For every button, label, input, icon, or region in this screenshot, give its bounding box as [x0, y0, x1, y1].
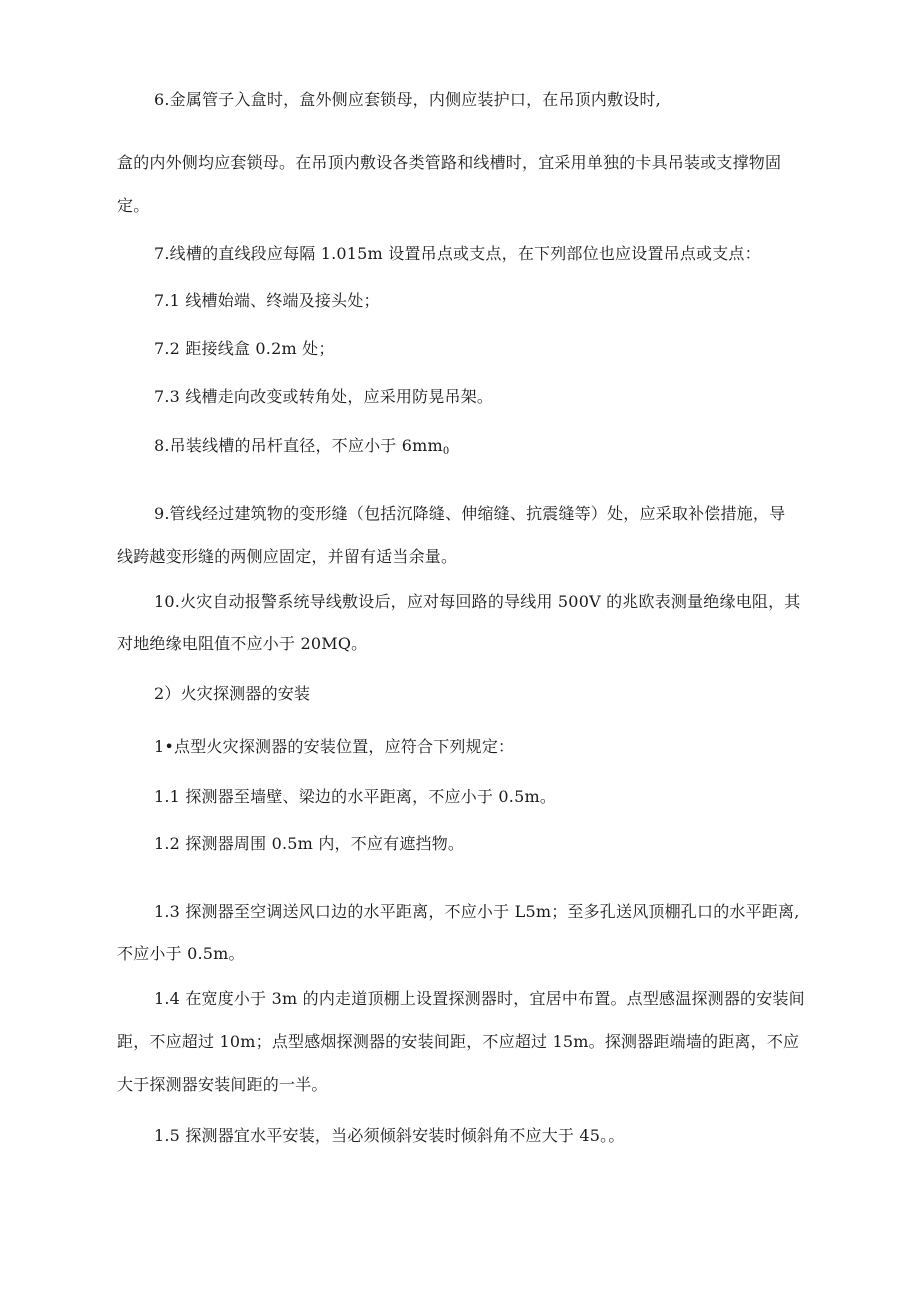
paragraph-9-line-2: 线跨越变形缝的两侧应固定，并留有适当余量。 — [117, 547, 458, 566]
item-1-4-line-2: 距，不应超过 10m；点型感烟探测器的安装间距，不应超过 15m。探测器距端墙的距离，不应 — [117, 1032, 800, 1051]
item-1-3-line-1: 1.3 探测器至空调送风口边的水平距离，不应小于 L5m；至多孔送风顶棚孔口的水平距离, — [154, 902, 800, 921]
paragraph-10-line-1: 10.火灾自动报警系统导线敷设后，应对每回路的导线用 500V 的兆欧表测量绝缘电阻，其 — [154, 592, 801, 611]
paragraph-8 — [154, 435, 449, 463]
paragraph-9-line-1: 9.管线经过建筑物的变形缝（包括沉降缝、伸缩缝、抗震缝等）处，应采取补偿措施，导 — [154, 504, 786, 523]
paragraph-6-line-2: 盒的内外侧均应套锁母。在吊顶内敷设各类管路和线槽时，宜采用单独的卡具吊装或支撑物固 — [117, 153, 782, 172]
item-1-2: 1.2 探测器周围 0.5m 内，不应有遮挡物。 — [154, 834, 465, 853]
item-1: 1•点型火灾探测器的安装位置，应符合下列规定： — [154, 737, 515, 756]
section-2-heading: 2）火灾探测器的安装 — [154, 684, 311, 703]
item-1-3-line-2: 不应小于 0.5m。 — [117, 944, 245, 963]
item-1-1: 1.1 探测器至墙壁、梁边的水平距离，不应小于 0.5m。 — [154, 787, 557, 806]
paragraph-6-line-3: 定。 — [117, 196, 150, 215]
item-1-5: 1.5 探测器宜水平安装，当必须倾斜安装时倾斜角不应大于 45。。 — [154, 1126, 625, 1145]
item-7-1: 7.1 线槽始端、终端及接头处； — [154, 291, 380, 310]
paragraph-8-subscript: 0 — [442, 446, 450, 457]
item-1-4-line-1: 1.4 在宽度小于 3m 的内走道顶棚上设置探测器时，宜居中布置。点型感温探测器的安装间 — [154, 989, 805, 1008]
paragraph-10-line-2: 对地绝缘电阻值不应小于 20MQ。 — [117, 634, 368, 653]
paragraph-6-line-1: 6.金属管子入盒时，盒外侧应套锁母，内侧应装护口，在吊顶内敷设时, — [154, 90, 661, 109]
paragraph-8-text: 8.吊装线槽的吊杆直径，不应小于 6mm — [154, 436, 443, 455]
item-7-3: 7.3 线槽走向改变或转角处，应采用防晃吊架。 — [154, 387, 494, 406]
paragraph-7: 7.线槽的直线段应每隔 1.015m 设置吊点或支点，在下列部位也应设置吊点或支点： — [154, 244, 761, 263]
item-1-4-line-3: 大于探测器安装间距的一半。 — [117, 1075, 328, 1094]
item-7-2: 7.2 距接线盒 0.2m 处； — [154, 339, 335, 358]
